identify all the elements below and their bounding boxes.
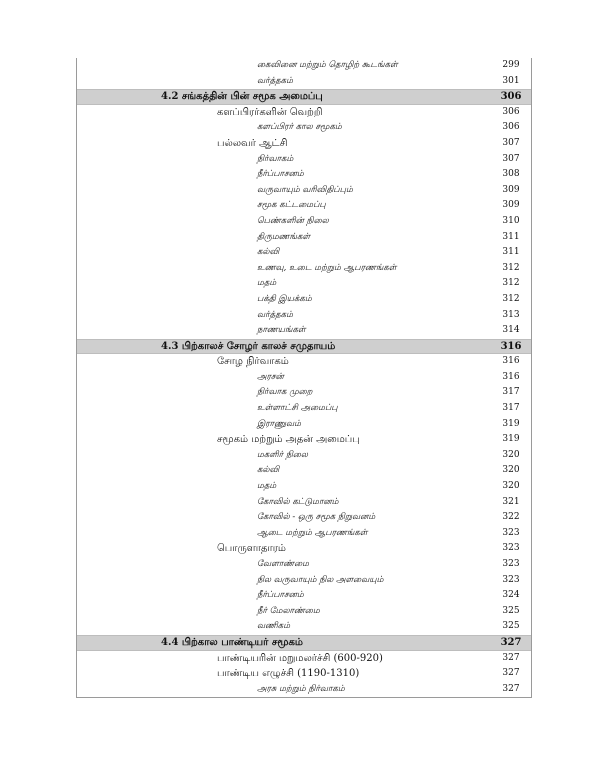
- toc-entry-title: திருமணங்கள்: [257, 231, 311, 242]
- toc-entry-title: அரசு மற்றும் நிர்வாகம்: [257, 683, 345, 694]
- toc-entry-title: நாணயங்கள்: [257, 325, 306, 336]
- toc-entry-row: [77, 214, 531, 230]
- toc-entry-title: உணவு, உடை மற்றும் ஆபரணங்கள்: [257, 262, 397, 273]
- toc-entry-row: [77, 245, 531, 261]
- toc-page-number: 309: [502, 184, 520, 195]
- toc-page-number: 312: [502, 293, 520, 304]
- toc-entry-title: கோவில் கட்டுமானம்: [257, 496, 339, 507]
- toc-page-number: 321: [502, 496, 520, 507]
- toc-entry-title: பக்தி இயக்கம்: [257, 293, 312, 304]
- toc-entry-title: நிர்வாக முறை: [257, 387, 313, 398]
- table-of-contents: [76, 58, 532, 698]
- toc-page-number: 306: [502, 106, 520, 117]
- toc-page-number: 308: [502, 169, 520, 180]
- toc-page-number: 306: [500, 91, 522, 103]
- toc-page-number: 325: [502, 621, 520, 632]
- toc-page-number: 307: [502, 153, 520, 164]
- toc-entry-row: [77, 526, 531, 542]
- toc-page-number: 311: [502, 247, 520, 258]
- toc-entry-title: நீர்ப்பாசனம்: [257, 169, 304, 180]
- toc-page-number: 311: [502, 231, 520, 242]
- toc-entry-title: பாண்டிய எழுச்சி (1190-1310): [217, 668, 360, 680]
- toc-entry-row: [77, 401, 531, 417]
- toc-entry-title: பல்லவர் ஆட்சி: [217, 137, 288, 149]
- toc-entry-row: [77, 479, 531, 495]
- toc-entry-title: சமூக கட்டமைப்பு: [257, 200, 326, 211]
- toc-entry-row: [77, 198, 531, 214]
- toc-entry-title: பாண்டியரின் மறுமலர்ச்சி (600-920): [217, 652, 383, 664]
- toc-entry-title: கல்வி: [257, 247, 280, 258]
- toc-entry-title: இராணுவம்: [257, 418, 302, 429]
- toc-page-number: 309: [502, 200, 520, 211]
- toc-page-number: 319: [502, 434, 520, 445]
- toc-entry-title: மகளிர் நிலை: [257, 449, 308, 460]
- toc-entry-title: வேளாண்மை: [257, 559, 309, 569]
- toc-entry-row: [77, 167, 531, 183]
- toc-page-number: 323: [502, 543, 520, 554]
- toc-subsection-row: [77, 666, 531, 682]
- toc-entry-title: வர்த்தகம்: [257, 75, 293, 86]
- toc-entry-row: [77, 385, 531, 401]
- toc-entry-row: [77, 510, 531, 526]
- toc-entry-row: [77, 308, 531, 324]
- toc-entry-title: மதம்: [257, 481, 277, 492]
- toc-page-number: 327: [502, 668, 520, 679]
- toc-entry-title: கல்வி: [257, 465, 280, 476]
- toc-entry-title: 4.2 சங்கத்தின் பின் சமூக அமைப்பு: [161, 91, 323, 103]
- toc-page-number: 310: [502, 215, 520, 226]
- toc-page-number: 301: [502, 75, 520, 86]
- toc-entry-title: வருவாயும் வரிவிதிப்பும்: [257, 184, 353, 195]
- toc-entry-row: [77, 230, 531, 246]
- toc-entry-row: [77, 604, 531, 620]
- toc-entry-title: உள்ளாட்சி அமைப்பு: [257, 403, 338, 414]
- toc-subsection-row: [77, 541, 531, 557]
- toc-page-number: 316: [500, 340, 522, 352]
- toc-entry-row: [77, 183, 531, 199]
- toc-entry-row: [77, 292, 531, 308]
- toc-page-number: 316: [502, 356, 520, 367]
- toc-entry-row: [77, 58, 531, 74]
- toc-entry-row: [77, 276, 531, 292]
- toc-entry-row: [77, 74, 531, 90]
- toc-entry-row: [77, 370, 531, 386]
- toc-page-number: 317: [502, 403, 520, 414]
- toc-entry-row: [77, 152, 531, 168]
- toc-entry-title: நில வருவாயும் நில அளவையும்: [257, 574, 384, 585]
- toc-page-number: 320: [502, 481, 520, 492]
- toc-entry-title: 4.3 பிற்காலச் சோழர் காலச் சமுதாயம்: [161, 340, 336, 352]
- toc-page-number: 314: [502, 325, 520, 336]
- toc-entry-title: மதம்: [257, 278, 277, 289]
- toc-page-number: 319: [502, 418, 520, 429]
- toc-subsection-row: [77, 354, 531, 370]
- toc-page-number: 306: [502, 122, 520, 133]
- toc-entry-title: கோவில் - ஒரு சமூக நிறுவனம்: [257, 512, 376, 523]
- toc-page-number: 316: [502, 371, 520, 382]
- toc-subsection-row: [77, 136, 531, 152]
- toc-entry-row: [77, 557, 531, 573]
- toc-entry-row: [77, 495, 531, 511]
- toc-subsection-row: [77, 105, 531, 121]
- toc-page-number: 320: [502, 465, 520, 476]
- toc-entry-title: ஆடை மற்றும் ஆபரணங்கள்: [257, 527, 368, 538]
- toc-entry-row: [77, 323, 531, 339]
- toc-entry-row: [77, 448, 531, 464]
- toc-page-number: 312: [502, 278, 520, 289]
- toc-entry-row: [77, 120, 531, 136]
- toc-entry-title: கைவினை மற்றும் தொழிற் கூடங்கள்: [257, 60, 398, 70]
- toc-page-number: 323: [502, 527, 520, 538]
- toc-page-number: 323: [502, 574, 520, 585]
- toc-entry-row: [77, 261, 531, 277]
- toc-page-number: 312: [502, 262, 520, 273]
- toc-section-row: [77, 339, 531, 355]
- toc-subsection-row: [77, 651, 531, 667]
- toc-section-row: [77, 635, 531, 651]
- toc-entry-row: [77, 682, 531, 698]
- toc-page-number: 299: [502, 60, 520, 70]
- toc-page-number: 313: [502, 309, 520, 320]
- toc-entry-title: களப்பிரர்களின் வெற்றி: [217, 106, 323, 118]
- toc-page-number: 323: [502, 559, 520, 569]
- toc-entry-title: அரசன்: [257, 371, 284, 382]
- toc-entry-title: வணிகம்: [257, 621, 291, 632]
- toc-entry-row: [77, 463, 531, 479]
- toc-page-number: 317: [502, 387, 520, 398]
- toc-entry-row: [77, 573, 531, 589]
- toc-entry-title: நீர்ப்பாசனம்: [257, 590, 304, 601]
- toc-entry-title: சோழ நிர்வாகம்: [217, 356, 289, 368]
- toc-entry-title: பொருளாதாரம்: [217, 543, 286, 555]
- toc-entry-title: சமூகம் மற்றும் அதன் அமைப்பு: [217, 434, 360, 446]
- toc-page-number: 320: [502, 449, 520, 460]
- toc-entry-row: [77, 417, 531, 433]
- toc-entry-title: களப்பிரர் கால சமூகம்: [257, 122, 342, 133]
- toc-entry-title: பெண்களின் நிலை: [257, 215, 329, 226]
- toc-entry-row: [77, 588, 531, 604]
- toc-section-row: [77, 89, 531, 105]
- toc-page-number: 327: [500, 636, 522, 648]
- toc-page-number: 307: [502, 137, 520, 148]
- toc-page-number: 324: [502, 590, 520, 601]
- toc-page-number: 325: [502, 605, 520, 616]
- toc-page-number: 322: [502, 512, 520, 523]
- toc-page-number: 327: [502, 683, 520, 694]
- toc-subsection-row: [77, 432, 531, 448]
- toc-entry-title: நீர் மேலாண்மை: [257, 605, 320, 616]
- toc-entry-row: [77, 619, 531, 635]
- toc-entry-title: 4.4 பிற்கால பாண்டியர் சமூகம்: [161, 636, 303, 648]
- toc-page-number: 327: [502, 652, 520, 663]
- toc-entry-title: நிர்வாகம்: [257, 153, 294, 164]
- toc-entry-title: வர்த்தகம்: [257, 309, 293, 320]
